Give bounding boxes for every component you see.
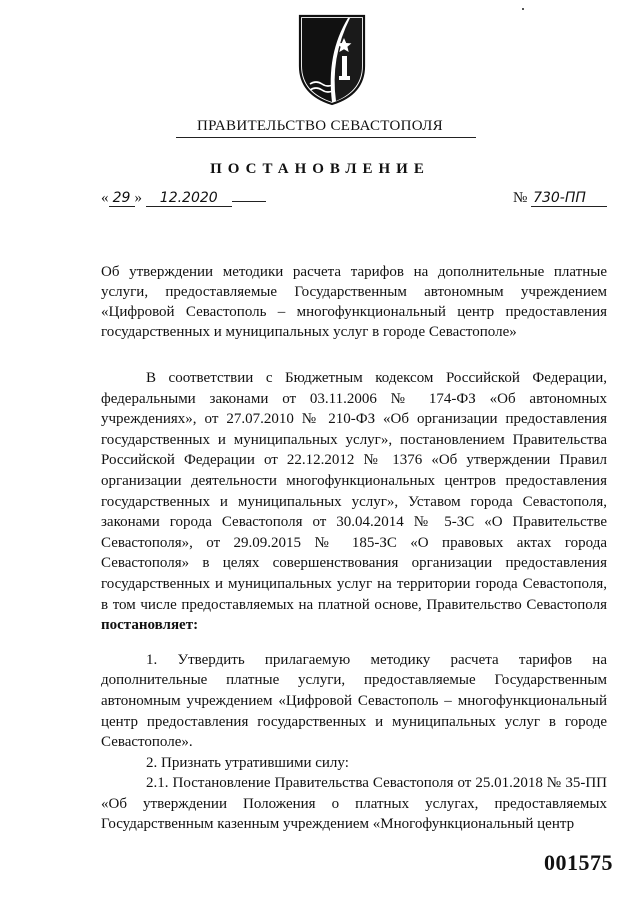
preamble-text: В соответствии с Бюджетным кодексом Российской Федерации, федеральными законами от 03.11.2006 № 174-ФЗ «Об автономных учреждениях», от 27.07.2010 № 210-ФЗ «Об организации предоставления государственных и муниципальных услуг», постановлением Правительства Российской Федерации от 22.12.2012 № 1376 «Об утверждении Правил организации деятельности многофункциональных центров предоставления государственных и муниципальных услуг», Уставом города Севастополя, законами города Севастополя от 30.04.2014 № 5-ЗС «О Правительстве Севастополя», от 29.09.2015 № 185-ЗС «О правовых актах города Севастополя» в целях совершенствования организации предоставления государственных и муниципальных услуг на территории города Севастополя, в том числе предоставляемых на платной основе, Правительство Севастополя (101, 370, 607, 613)
date-close-quote: » (134, 190, 142, 206)
sevastopol-coat-of-arms-icon (296, 14, 368, 106)
document-type-heading: ПОСТАНОВЛЕНИЕ (210, 161, 430, 177)
number-label: № (513, 190, 528, 206)
item-2-1: 2.1. Постановление Правительства Севастополя от 25.01.2018 № 35-ПП «Об утверждении Положения о платных услугах, предоставляемых Государственным казенным учреждением «Многофункциональный центр (101, 775, 607, 833)
document-number (513, 190, 607, 207)
date-day: 29 (109, 190, 135, 207)
decree-word: постановляет: (101, 617, 199, 634)
document-serial-number: 001575 (544, 850, 613, 875)
document-subject: Об утверждении методики расчета тарифов на дополнительные платные услуги, предоставляемые Государственным автономным учреждением «Цифровой Севастополь – многофункциональный центр предоставления государственных и муниципальных услуг в городе Севастополе» (101, 264, 607, 340)
document-date (101, 190, 266, 207)
item-1: 1. Утвердить прилагаемую методику расчета тарифов на дополнительные платные услуги, предоставляемые Государственным автономным учреждением «Цифровой Севастополь – многофункциональный центр предоставления государственных и муниципальных услуг в городе Севастополе». (101, 651, 607, 751)
paragraph-gap (101, 636, 607, 650)
item-2: 2. Признать утратившими силу: (146, 754, 349, 771)
date-month-year: 12.2020 (146, 190, 232, 207)
date-open-quote: « (101, 190, 109, 206)
scan-speck (522, 8, 524, 10)
number-value: 730-ПП (531, 190, 607, 207)
title-divider (176, 137, 476, 138)
government-title: ПРАВИТЕЛЬСТВО СЕВАСТОПОЛЯ (197, 118, 443, 134)
date-fill-line (232, 201, 266, 202)
preamble-paragraph (101, 368, 607, 636)
document-body (101, 368, 607, 835)
